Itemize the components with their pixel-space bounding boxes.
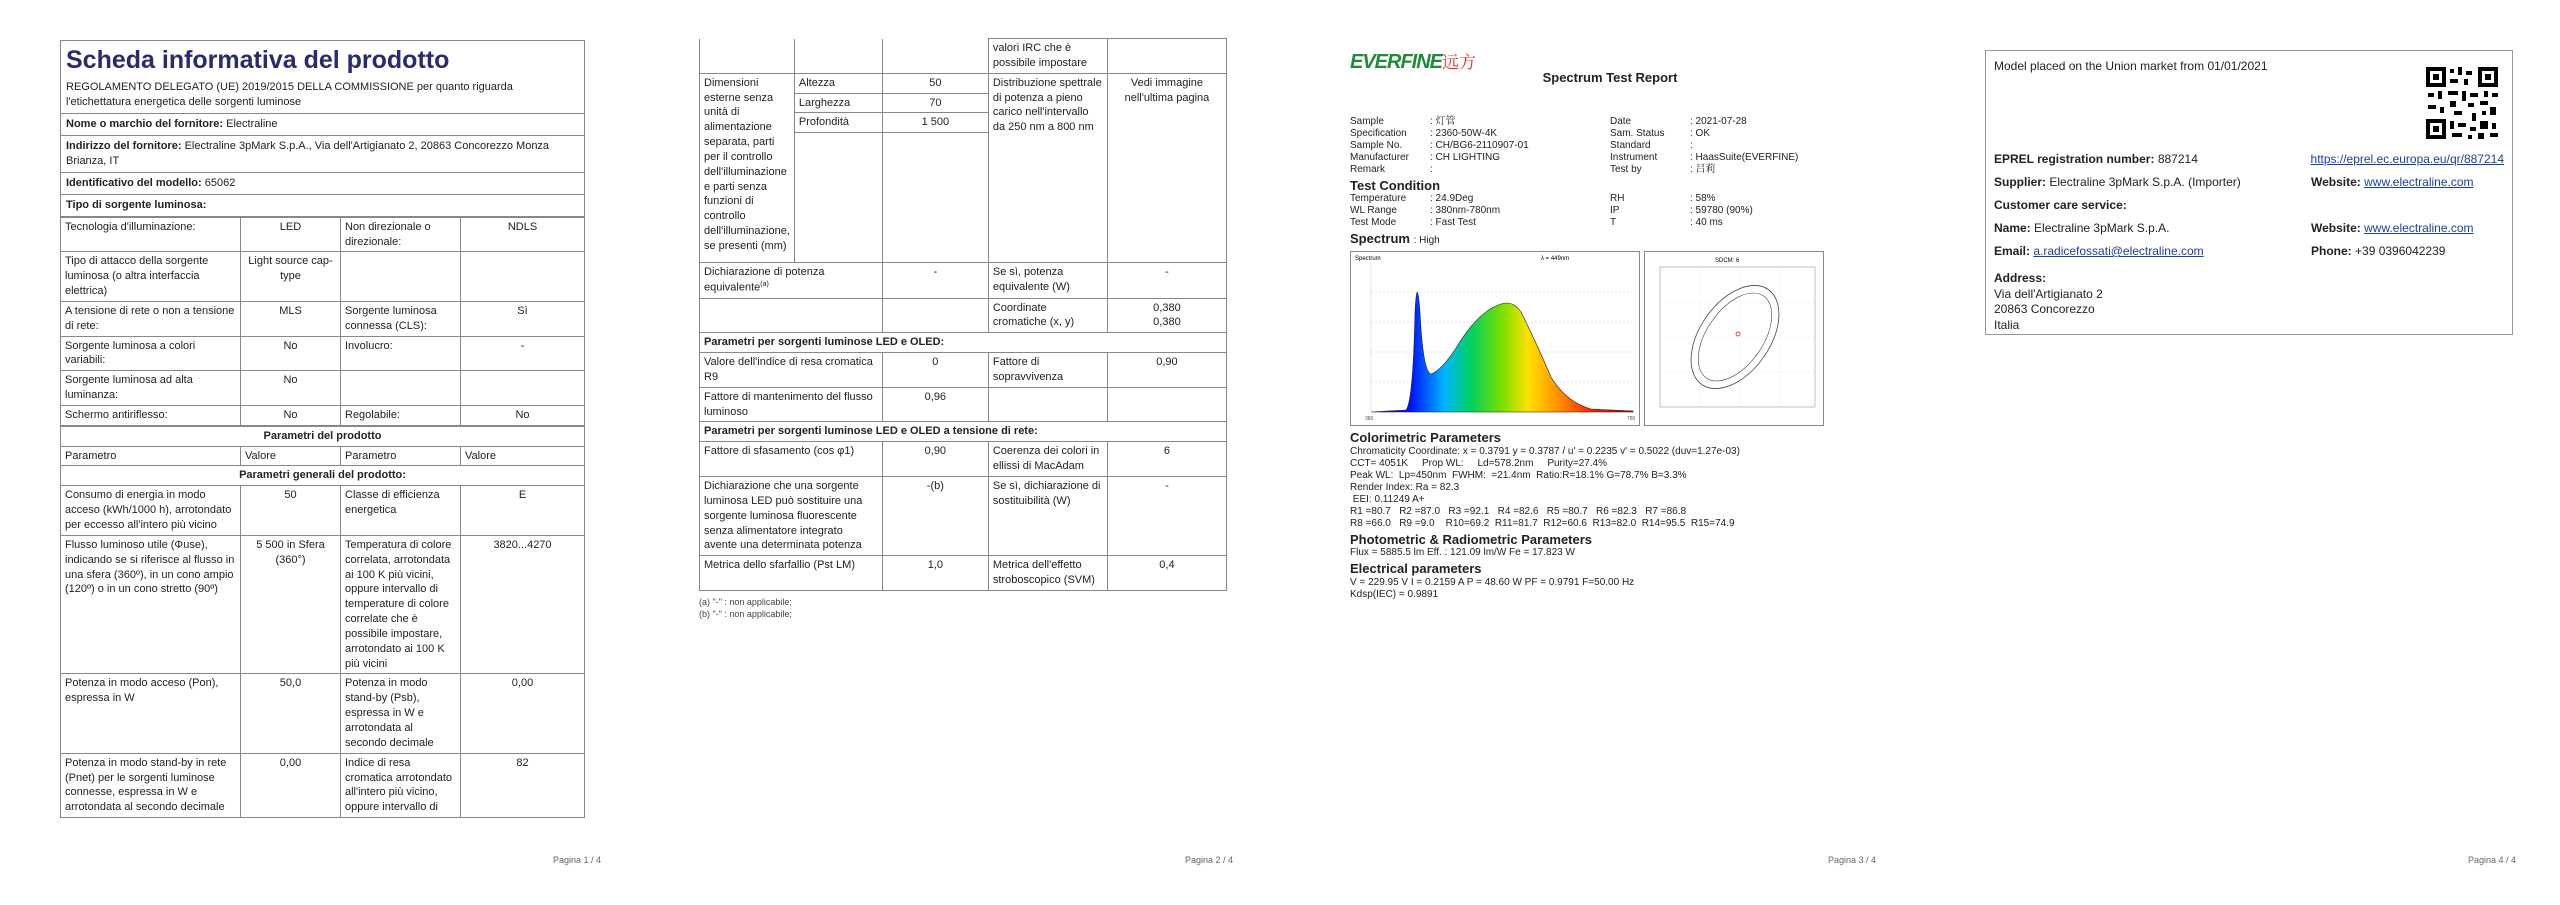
website2-row: [2311, 221, 2474, 235]
general-param: Temperatura di colore correlata, arrotondata ai 100 K più vicini, oppure intervallo di temperature di colore correlate che è possibile impostare, arrotondato ai 100 K più vicini: [341, 535, 461, 674]
type-value: [461, 252, 585, 302]
photometric-title: Photometric & Radiometric Parameters: [1350, 531, 1593, 547]
type-row: [61, 301, 585, 336]
page-number: Pagina 1 / 4: [553, 855, 602, 865]
sample-info-cell: : 2021-07-28: [1690, 115, 1747, 127]
mains-value: 0,4: [1107, 556, 1226, 591]
phone-row: [2311, 244, 2445, 258]
spectrum-chart: [1351, 252, 1639, 425]
mains-title: Parametri per sorgenti luminose LED e OLED a tensione di rete:: [700, 422, 1227, 442]
test-condition-cell: Temperature: [1350, 193, 1407, 205]
params-header-cell: Valore: [461, 446, 585, 466]
mains-value: 6: [1107, 442, 1226, 477]
supplier-label: Supplier:: [1994, 175, 2047, 189]
sample-info-cell: Instrument: [1610, 151, 1658, 163]
page-4: [1920, 0, 2560, 905]
type-param: Schermo antiriflesso:: [61, 405, 241, 425]
axis-tick: 380: [1365, 416, 1374, 423]
phone-value: +39 0396042239: [2355, 244, 2446, 258]
type-value: -: [461, 336, 585, 371]
type-param: Tecnologia d'illuminazione:: [61, 217, 241, 252]
test-condition-cell: WL Range: [1350, 205, 1397, 217]
dim-value: 50: [882, 73, 988, 93]
macadam-ellipse: [1683, 280, 1786, 394]
test-condition: [1350, 193, 1870, 229]
colorimetric-line: R8 =66.0 R9 =9.0 R10=69.2 R11=81.7 R12=60.6 R13=82.0 R14=95.5 R15=74.9: [1350, 517, 1735, 529]
general-param: Flusso luminoso utile (Φuse), indicando se si riferisce al flusso in una sfera (360º), in un cono ampio (120º) o in un cono stretto (90º): [61, 535, 241, 674]
page-number: Pagina 3 / 4: [1828, 855, 1877, 865]
colorimetric-line: EEI: 0.11249 A+: [1350, 493, 1425, 505]
eprel-row: [1994, 152, 2504, 166]
general-value: 82: [461, 753, 585, 817]
title-box: [60, 40, 585, 114]
sample-info-cell: Sample No.: [1350, 139, 1403, 151]
model-row: [60, 173, 585, 195]
dimensions-table: [699, 38, 1227, 591]
sample-info-cell: Manufacturer: [1350, 151, 1409, 163]
eprel-label: EPREL registration number:: [1994, 152, 2155, 166]
sample-info-cell: Specification: [1350, 127, 1407, 139]
footnote-ref: (a): [760, 281, 769, 289]
type-row: [61, 217, 585, 252]
electrical-values: V = 229.95 V I = 0.2159 A P = 48.60 W PF = 0.9791 F=50.00 Hz: [1350, 576, 1635, 588]
led-param: Fattore di mantenimento del flusso luminoso: [700, 387, 883, 422]
page-title: Scheda informativa del prodotto: [66, 46, 450, 74]
params-header-cell: Parametro: [61, 446, 241, 466]
page-number: Pagina 4 / 4: [2468, 855, 2517, 865]
general-title: Parametri generali del prodotto:: [61, 466, 585, 486]
type-value: NDLS: [461, 217, 585, 252]
website-link[interactable]: www.electraline.com: [2364, 175, 2474, 189]
type-param: Regolabile:: [341, 405, 461, 425]
led-param: Fattore di sopravvivenza: [988, 353, 1107, 388]
product-sheet-continued: [699, 38, 1227, 619]
product-sheet: [60, 40, 585, 818]
sample-info-cell: :: [1690, 139, 1693, 151]
address-line: Italia: [1994, 317, 2020, 332]
type-title: Tipo di sorgente luminosa:: [60, 195, 585, 217]
supplier-row: [1994, 175, 2294, 189]
test-condition-cell: T: [1610, 217, 1617, 229]
mains-param: Coerenza dei colori in ellissi di MacAdam: [988, 442, 1107, 477]
general-param: Potenza in modo acceso (Pon), espressa in W: [61, 674, 241, 753]
colorimetric-list: [1350, 446, 1870, 530]
irc-values-text: valori IRC che è possibile impostare: [988, 39, 1107, 74]
mains-value: 1,0: [882, 556, 988, 591]
spectral-value: Vedi immagine nell'ultima pagina: [1107, 73, 1226, 263]
test-condition-title: Test Condition: [1350, 177, 1441, 193]
supplier-value: Electraline: [226, 118, 278, 131]
test-condition-cell: : 40 ms: [1690, 217, 1723, 229]
address-line: 20863 Concorezzo: [1994, 302, 2095, 317]
mains-param: Metrica dello sfarfallio (Pst LM): [700, 556, 883, 591]
email-label: Email:: [1994, 244, 2031, 258]
led-title: Parametri per sorgenti luminose LED e OLED:: [700, 333, 1227, 353]
sample-info-cell: Sample: [1350, 115, 1384, 127]
dim-value: 70: [882, 93, 988, 113]
colorimetric-line: Peak WL: Lp=450nm FWHM: =21.4nm Ratio:R=18.1% G=78.7% B=3.3%: [1350, 469, 1687, 481]
regulation-text: REGOLAMENTO DELEGATO (UE) 2019/2015 DELLA COMMISSIONE per quanto riguarda l'etichettatura energetica delle sorgenti luminose: [66, 80, 513, 108]
general-value: E: [461, 486, 585, 536]
sample-info-cell: : 灯管: [1430, 115, 1456, 127]
equivalent-watt-value: -: [1107, 263, 1226, 298]
macadam-ellipse: [1673, 270, 1797, 405]
email-link[interactable]: a.radicefossati@electraline.com: [2033, 244, 2204, 258]
general-row: [61, 674, 585, 753]
chroma-value: 0,380 0,380: [1107, 298, 1226, 333]
general-value: 5 500 in Sfera (360°): [241, 535, 341, 674]
equivalent-watt-label: Se sì, potenza equivalente (W): [988, 263, 1107, 298]
test-condition-cell: : 58%: [1690, 193, 1716, 205]
sample-info-cell: Remark: [1350, 163, 1386, 175]
sample-info-cell: : CH LIGHTING: [1430, 151, 1501, 163]
customer-care-title: Customer care service:: [1994, 198, 2127, 212]
spectrum-report: [1350, 50, 1870, 601]
website2-link[interactable]: www.electraline.com: [2364, 221, 2474, 235]
general-value: 50,0: [241, 674, 341, 753]
mains-param: Fattore di sfasamento (cos φ1): [700, 442, 883, 477]
name-value: Electraline 3pMark S.p.A.: [2034, 221, 2170, 235]
test-condition-cell: RH: [1610, 193, 1625, 205]
address-line: Via dell'Artigianato 2: [1994, 286, 2103, 301]
dim-name: Altezza: [794, 73, 882, 93]
eprel-box: [1985, 50, 2513, 335]
dim-name: Larghezza: [794, 93, 882, 113]
test-condition-cell: : 24.9Deg: [1430, 193, 1474, 205]
mains-value: 0,90: [882, 442, 988, 477]
spectral-label: Distribuzione spettrale di potenza a pieno carico nell'intervallo da 250 nm a 800 nm: [988, 73, 1107, 263]
type-param: Tipo di attacco della sorgente luminosa (o altra interfaccia elettrica): [61, 252, 241, 302]
type-table: [60, 217, 585, 426]
email-row: [1994, 244, 2294, 258]
qr-code-icon: [2424, 65, 2500, 141]
type-param: [341, 371, 461, 406]
general-param: Indice di resa cromatica arrotondato all'intero più vicino, oppure intervallo di: [341, 753, 461, 817]
type-param: A tensione di rete o non a tensione di rete:: [61, 301, 241, 336]
general-value: 3820...4270: [461, 535, 585, 674]
general-param: Classe di efficienza energetica: [341, 486, 461, 536]
params-table: [60, 426, 585, 818]
mains-param: Se sì, dichiarazione di sostituibilità (W): [988, 477, 1107, 556]
sample-info-cell: Date: [1610, 115, 1632, 127]
sample-info-cell: : CH/BG6-2110907-01: [1430, 139, 1529, 151]
type-param: Non direzionale o direzionale:: [341, 217, 461, 252]
mains-value: -: [1107, 477, 1226, 556]
type-value: LED: [241, 217, 341, 252]
general-row: [61, 753, 585, 817]
axis-tick: 780: [1627, 416, 1636, 423]
type-value: [461, 371, 585, 406]
eprel-link[interactable]: https://eprel.ec.europa.eu/qr/887214: [2310, 152, 2504, 166]
general-value: 0,00: [241, 753, 341, 817]
general-row: [61, 535, 585, 674]
dim-name: Profondità: [794, 113, 882, 133]
phone-label: Phone:: [2311, 244, 2352, 258]
dimensions-label: Dimensioni esterne senza unità di alimentazione separata, parti per il controllo dell'illuminazione e parti senza funzioni di controllo dell'illuminazione, se presenti (mm): [700, 73, 795, 263]
model-label: Identificativo del modello:: [66, 176, 202, 189]
params-header-cell: Valore: [241, 446, 341, 466]
photometric-values: Flux = 5885.5 lm Eff. : 121.09 lm/W Fe = 17.823 W: [1350, 547, 1575, 559]
page-number: Pagina 2 / 4: [1185, 855, 1234, 865]
address-row: [60, 136, 585, 173]
address-title: Address:: [1994, 271, 2047, 285]
supplier-label: Nome o marchio del fornitore:: [66, 118, 224, 131]
website-row: [2311, 175, 2474, 189]
address-block: [1994, 271, 2103, 333]
type-value: Sì: [461, 301, 585, 336]
general-param: Consumo di energia in modo acceso (kWh/1000 h), arrotondato per eccesso all'intero più vicino: [61, 486, 241, 536]
page-3: [1280, 0, 1920, 905]
led-value: 0: [882, 353, 988, 388]
type-value: No: [461, 405, 585, 425]
everfine-logo: EVERFINE远方: [1350, 51, 1477, 73]
test-condition-cell: : 380nm-780nm: [1430, 205, 1501, 217]
sample-info-cell: Sam. Status: [1610, 127, 1665, 139]
name-row: [1994, 221, 2294, 235]
electrical-title: Electrical parameters: [1350, 561, 1482, 577]
mains-param: Dichiarazione che una sorgente luminosa LED può sostituire una sorgente luminosa fluorescente senza alimentatore integrato avente una determinata potenza: [700, 477, 883, 556]
test-condition-cell: : Fast Test: [1430, 217, 1476, 229]
sample-info-cell: :: [1430, 163, 1433, 175]
colorimetric-title: Colorimetric Parameters: [1350, 430, 1502, 446]
spectrum-curve: [1371, 292, 1633, 412]
sample-info: [1350, 116, 1870, 176]
type-param: Sorgente luminosa a colori variabili:: [61, 336, 241, 371]
type-row: [61, 336, 585, 371]
mains-value: -(b): [882, 477, 988, 556]
general-param: Potenza in modo stand-by in rete (Pnet) per le sorgenti luminose connesse, espressa in W e arrotondata al secondo decimale: [61, 753, 241, 817]
colorimetric-line: Chromaticity Coordinate: x = 0.3791 y = 0.3787 / u' = 0.2235 v' = 0.5022 (duv=1.27e-03): [1350, 445, 1740, 457]
params-title: Parametri del prodotto: [61, 426, 585, 446]
website-label: Website:: [2311, 175, 2361, 189]
model-value: 65062: [204, 176, 236, 189]
measured-point: [1736, 332, 1740, 336]
colorimetric-line: R1 =80.7 R2 =87.0 R3 =92.1 R4 =82.6 R5 =80.7 R6 =82.3 R7 =86.8: [1350, 505, 1687, 517]
general-param: Potenza in modo stand-by (Psb), espressa in W e arrotondata al secondo decimale: [341, 674, 461, 753]
type-value: MLS: [241, 301, 341, 336]
general-value: 0,00: [461, 674, 585, 753]
supplier-row: [60, 114, 585, 136]
spectrum-section: Spectrum : High: [1350, 231, 1440, 247]
eprel-number: 887214: [2157, 152, 2198, 166]
page-2: [640, 0, 1280, 905]
general-row: [61, 486, 585, 536]
graphs: [1350, 251, 1870, 426]
colorimetric-line: Render Index: Ra = 82.3: [1350, 481, 1460, 493]
type-param: Sorgente luminosa connessa (CLS):: [341, 301, 461, 336]
sample-info-cell: Test by: [1610, 163, 1642, 175]
graph-note: λ = 449nm: [1541, 256, 1570, 263]
type-param: Sorgente luminosa ad alta luminanza:: [61, 371, 241, 406]
footnote-b: (b) "-" : non applicabile;: [699, 608, 792, 619]
type-param: [341, 252, 461, 302]
sample-info-cell: : 2360-50W-4K: [1430, 127, 1498, 139]
sample-info-cell: Standard: [1610, 139, 1651, 151]
report-title: Spectrum Test Report: [1542, 70, 1678, 85]
type-row: [61, 371, 585, 406]
graph-title: Spectrum: [1355, 256, 1381, 263]
test-condition-cell: : 59780 (90%): [1690, 205, 1753, 217]
graph-title: SDCM: 6: [1715, 258, 1740, 265]
sample-info-cell: : HaasSuite(EVERFINE): [1690, 151, 1799, 163]
type-value: No: [241, 336, 341, 371]
sample-info-cell: : 吕莉: [1690, 163, 1716, 175]
sdcm-chart: [1645, 252, 1823, 425]
supplier-value: Electraline 3pMark S.p.A. (Importer): [2049, 175, 2241, 189]
colorimetric-line: CCT= 4051K Prop WL: Ld=578.2nm Purity=27.4%: [1350, 457, 1608, 469]
page-1: [0, 0, 640, 905]
type-param: Involucro:: [341, 336, 461, 371]
website2-label: Website:: [2311, 221, 2361, 235]
address-value: Electraline 3pMark S.p.A., Via dell'Artigianato 2, 20863 Concorezzo Monza Brianza, IT: [66, 140, 550, 168]
chroma-label: Coordinate cromatiche (x, y): [988, 298, 1107, 333]
name-label: Name:: [1994, 221, 2031, 235]
mains-param: Metrica dell'effetto stroboscopico (SVM): [988, 556, 1107, 591]
led-param: Valore dell'indice di resa cromatica R9: [700, 353, 883, 388]
equivalent-power-label: Dichiarazione di potenza equivalente$^{(a)}$: [700, 263, 883, 298]
params-header-cell: Parametro: [341, 446, 461, 466]
spectrum-graph: [1350, 251, 1640, 426]
footnote-a: (a) "-" : non applicabile;: [699, 596, 792, 607]
kdsp-value: Kdsp(IEC) = 0.9891: [1350, 588, 1439, 600]
sample-info-cell: : OK: [1690, 127, 1711, 139]
type-value: No: [241, 405, 341, 425]
led-value: 0,96: [882, 387, 988, 422]
type-row: [61, 252, 585, 302]
dim-value: 1 500: [882, 113, 988, 133]
sdcm-graph: [1644, 251, 1824, 426]
test-condition-cell: Test Mode: [1350, 217, 1397, 229]
test-condition-cell: IP: [1610, 205, 1620, 217]
address-label: Indirizzo del fornitore:: [66, 140, 182, 153]
equivalent-power-value: -: [882, 263, 988, 298]
led-value: 0,90: [1107, 353, 1226, 388]
type-row: [61, 405, 585, 425]
market-placement: Model placed on the Union market from 01/01/2021: [1994, 59, 2268, 73]
type-value: No: [241, 371, 341, 406]
type-value: Light source cap-type: [241, 252, 341, 302]
general-value: 50: [241, 486, 341, 536]
